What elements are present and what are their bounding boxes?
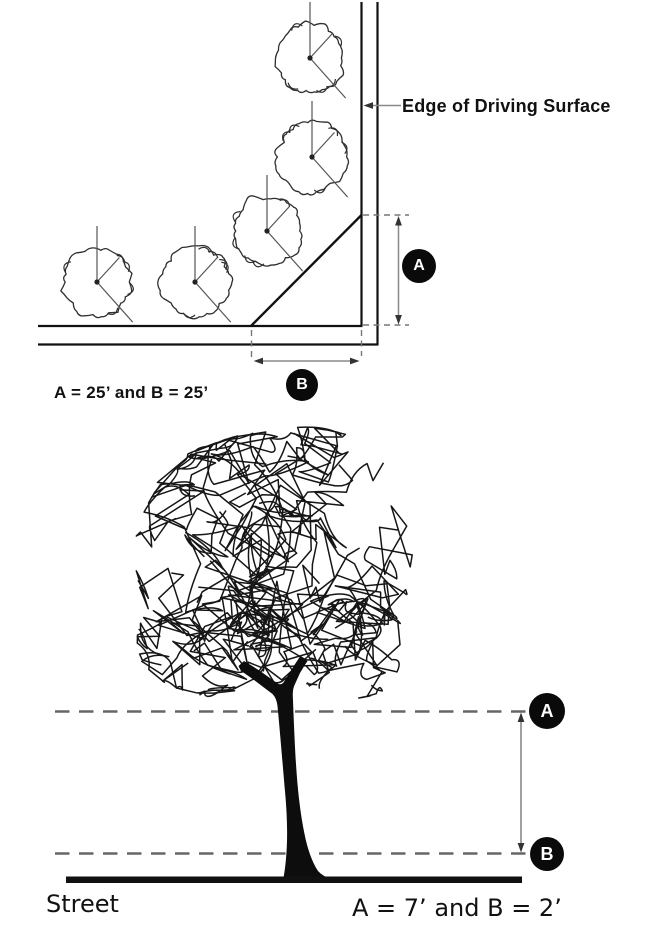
tree-canopy-scribble xyxy=(136,427,412,698)
plan-tree-symbol xyxy=(275,101,349,197)
plan-tree-symbol xyxy=(61,226,134,322)
edge-of-driving-surface-label: Edge of Driving Surface xyxy=(402,96,611,116)
plan-dimension-b-letter: B xyxy=(296,376,308,393)
street-label: Street xyxy=(46,890,119,918)
elevation-dimension-a-letter: A xyxy=(540,701,554,721)
plan-dimension-a-letter: A xyxy=(413,257,425,274)
elevation-dimension-a-badge xyxy=(529,693,565,729)
plan-dimension-b-badge xyxy=(286,369,318,401)
tree-trunk xyxy=(239,657,332,881)
plan-tree-symbol xyxy=(158,226,233,322)
plan-tree-symbol xyxy=(275,2,346,98)
plan-dimensions-note: A = 25’ and B = 25’ xyxy=(54,383,209,402)
elevation-dimension-b-badge xyxy=(530,837,564,871)
elevation-dimension-b-letter: B xyxy=(540,844,554,864)
plan-dimension-a-badge xyxy=(402,249,436,283)
elevation-dimensions-note: A = 7’ and B = 2’ xyxy=(352,894,562,922)
street-line xyxy=(66,877,522,884)
